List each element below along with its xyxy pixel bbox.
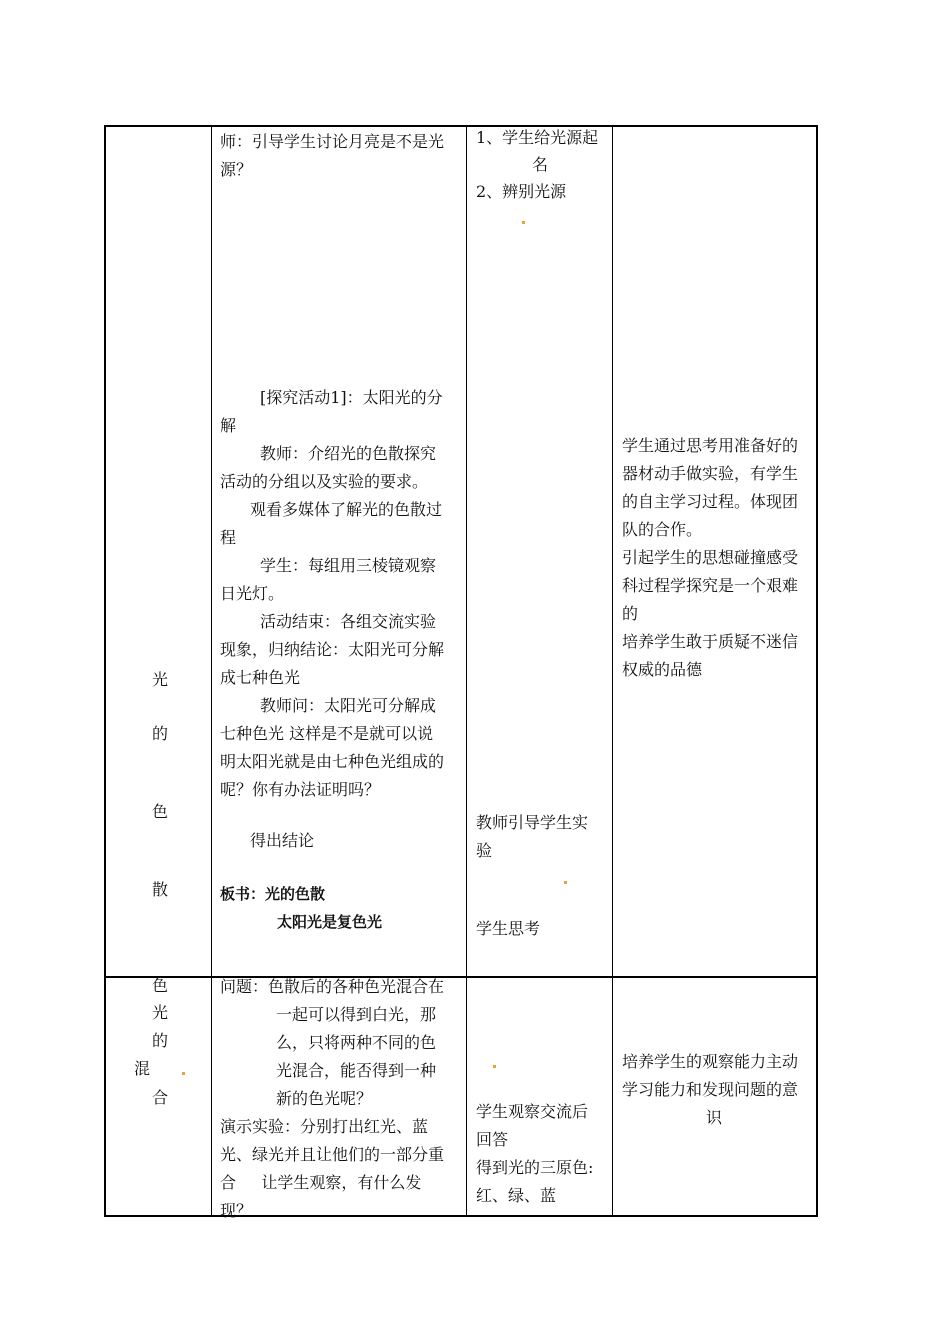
- teacher-line: 日光灯。: [220, 584, 285, 603]
- teacher-line: 现象，归纳结论：太阳光可分解: [220, 640, 445, 659]
- intent-line: 队的合作。: [622, 520, 703, 539]
- section-label-char: 散: [151, 880, 168, 899]
- section-label-char: 混: [133, 1059, 150, 1078]
- teacher-line: 活动的分组以及实验的要求。: [220, 472, 429, 491]
- teacher-line: 么，只将两种不同的色: [276, 1033, 437, 1052]
- intent-line: 培养学生敢于质疑不迷信: [622, 632, 799, 651]
- section-label-char: 色: [151, 976, 168, 995]
- teacher-line: 明太阳光就是由七种色光组成的: [220, 752, 445, 771]
- teacher-line: 光混合，能否得到一种: [276, 1061, 437, 1080]
- intent-line: 科过程学探究是一个艰难: [622, 576, 799, 595]
- teacher-line: 成七种色光: [220, 668, 301, 687]
- teacher-line: 教师问：太阳光可分解成: [260, 696, 437, 715]
- dot-mark: [522, 221, 525, 224]
- teacher-line: 演示实验：分别打出红光、蓝: [220, 1117, 429, 1136]
- student-line: 学生观察交流后: [476, 1102, 589, 1121]
- column-divider: [211, 127, 212, 1215]
- student-line: 验: [476, 841, 493, 860]
- intent-line: 的: [622, 604, 639, 623]
- section-label-char: 合: [151, 1088, 168, 1107]
- section-label-char: 光: [151, 670, 168, 689]
- student-line: 得到光的三原色:: [476, 1158, 594, 1177]
- column-divider: [612, 127, 613, 1215]
- teacher-line: 新的色光呢？: [276, 1089, 373, 1108]
- dot-mark: [182, 1072, 185, 1075]
- teacher-line: 得出结论: [250, 831, 315, 850]
- teacher-line: [探究活动1]：太阳光的分: [260, 388, 443, 407]
- student-line: 学生思考: [476, 919, 541, 938]
- teacher-line: 一起可以得到白光，那: [276, 1005, 437, 1024]
- board-line: 太阳光是复色光: [277, 913, 383, 931]
- row-divider: [106, 976, 816, 978]
- intent-line: 权威的品德: [622, 660, 703, 679]
- intent-line: 学习能力和发现问题的意: [622, 1080, 799, 1099]
- teacher-line: 问题：色散后的各种色光混合在: [220, 977, 445, 996]
- teacher-line: 解: [220, 416, 237, 435]
- teacher-line: 教师：介绍光的色散探究: [260, 444, 437, 463]
- intent-line: 器材动手做实验，有学生: [622, 464, 799, 483]
- teacher-line: 现？: [220, 1201, 253, 1220]
- intent-line: 引起学生的思想碰撞感受: [622, 548, 799, 567]
- teacher-line: 七种色光 这样是不是就可以说: [220, 724, 434, 743]
- student-line: 2、辨别光源: [476, 182, 567, 201]
- dot-mark: [493, 1065, 496, 1068]
- board-title: 板书：光的色散: [220, 885, 326, 903]
- student-line: 红、绿、蓝: [476, 1186, 557, 1205]
- section-label-char: 光: [151, 1003, 168, 1022]
- teacher-line: 活动结束：各组交流实验: [260, 612, 437, 631]
- teacher-line: 呢？你有办法证明吗？: [220, 780, 381, 799]
- section-label-char: 色: [151, 802, 168, 821]
- intent-line: 识: [706, 1108, 723, 1127]
- section-label-char: 的: [151, 724, 168, 743]
- lesson-table: [104, 125, 818, 1220]
- student-line: 名: [532, 155, 549, 174]
- intent-line: 的自主学习过程。体现团: [622, 492, 799, 511]
- teacher-line: 学生：每组用三棱镜观察: [260, 556, 437, 575]
- student-line: 回答: [476, 1130, 509, 1149]
- dot-mark: [564, 881, 567, 884]
- teacher-line: 程: [220, 528, 237, 547]
- column-divider: [466, 127, 467, 1215]
- teacher-line: 观看多媒体了解光的色散过: [250, 500, 443, 519]
- section-label-char: 的: [151, 1031, 168, 1050]
- student-line: 1、学生给光源起: [476, 128, 599, 147]
- intent-line: 培养学生的观察能力主动: [622, 1052, 799, 1071]
- teacher-line: 光、绿光并且让他们的一部分重: [220, 1145, 445, 1164]
- teacher-line: 合 让学生观察，有什么发: [220, 1173, 422, 1192]
- student-line: 教师引导学生实: [476, 813, 589, 832]
- intent-line: 学生通过思考用准备好的: [622, 436, 799, 455]
- teacher-line: 源？: [220, 160, 253, 179]
- teacher-line: 师：引导学生讨论月亮是不是光: [220, 132, 445, 151]
